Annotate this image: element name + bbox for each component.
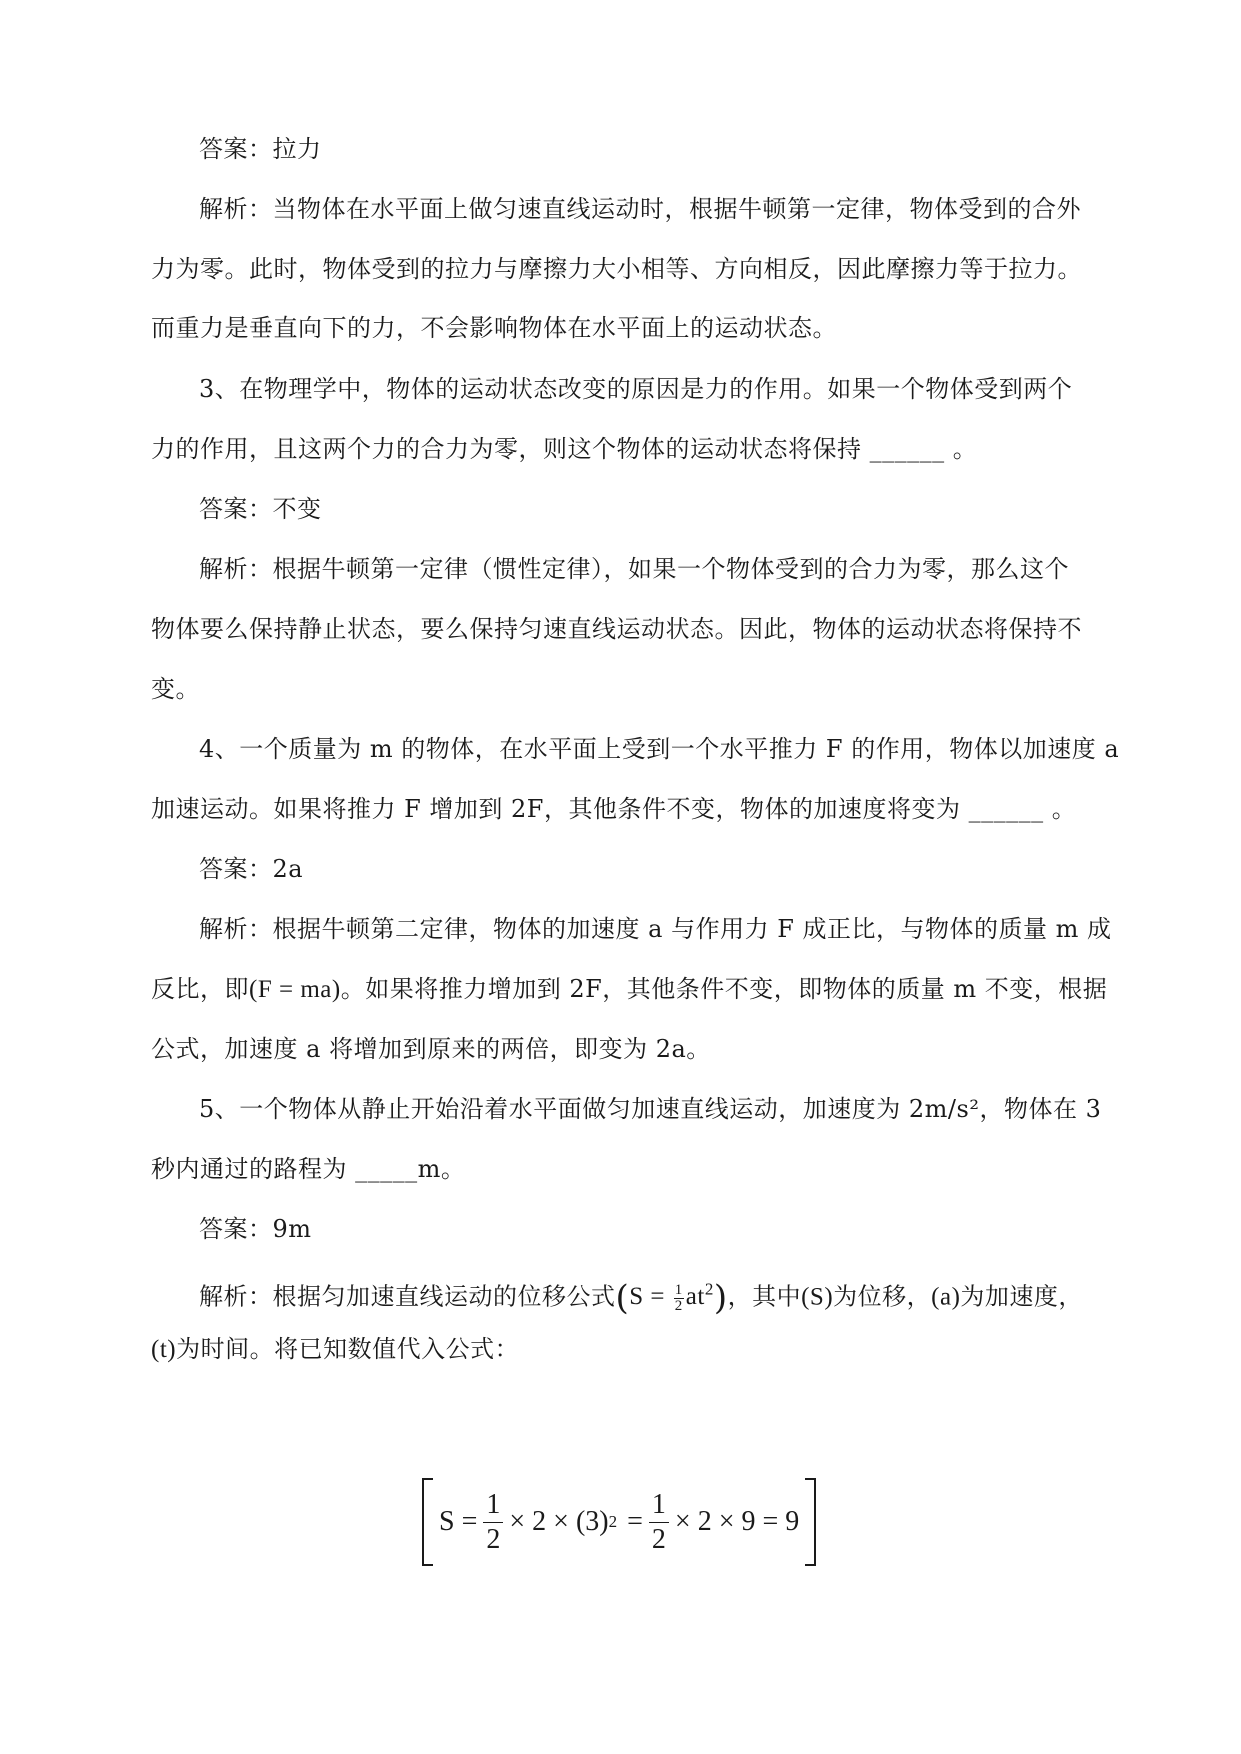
answer-3: 答案：不变 [199, 495, 322, 523]
explanation-5-text-h: 为时间。将已知数值代入公式： [176, 1335, 520, 1363]
explanation-5-text-f: 为加速度， [960, 1282, 1083, 1311]
display-formula-mid-1: × 2 × (3) [509, 1506, 609, 1537]
displacement-formula-inline [629, 1280, 714, 1315]
display-fraction-2-numerator: 1 [649, 1488, 669, 1523]
left-bracket [422, 1478, 433, 1566]
explanation-5-text-a: 解析：根据匀加速直线运动的位移公式 [199, 1282, 616, 1311]
symbol-t: (t) [151, 1336, 177, 1363]
answer-4: 答案：2a [199, 855, 304, 883]
question-4-line-2: 加速运动。如果将推力 F 增加到 2F，其他条件不变，物体的加速度将变为 ______ 。 [151, 795, 1077, 823]
explanation-4-line-1: 解析：根据牛顿第二定律，物体的加速度 a 与作用力 F 成正比，与物体的质量 m 成 [199, 915, 1112, 943]
explanation-3-line-2: 物体要么保持静止状态，要么保持匀速直线运动状态。因此，物体的运动状态将保持不 [151, 615, 1082, 643]
right-bracket [805, 1478, 816, 1566]
explanation-5-text-b: ，其中 [727, 1282, 802, 1311]
question-3-line-1: 3、在物理学中，物体的运动状态改变的原因是力的作用。如果一个物体受到两个 [199, 375, 1073, 403]
display-formula-exponent: 2 [608, 1512, 618, 1531]
display-fraction-2-denominator: 2 [651, 1523, 666, 1555]
symbol-a: (a) [931, 1283, 961, 1311]
inline-fraction-numerator: 1 [674, 1282, 683, 1299]
answer-5: 答案：9m [199, 1215, 312, 1243]
formula-open-paren: ( [615, 1277, 630, 1318]
explanation-2-line-1: 解析：当物体在水平面上做匀速直线运动时，根据牛顿第一定律，物体受到的合外 [199, 195, 1081, 223]
displacement-calculation-formula [422, 1478, 822, 1566]
display-fraction-1-denominator: 2 [486, 1523, 501, 1555]
explanation-4-text-b: 。如果将推力增加到 2F，其他条件不变，即物体的质量 m 不变，根据 [340, 975, 1108, 1003]
newton-second-law-formula: (F = ma) [249, 976, 341, 1003]
inline-fraction [674, 1283, 684, 1314]
explanation-2-line-3: 而重力是垂直向下的力，不会影响物体在水平面上的运动状态。 [151, 314, 837, 342]
explanation-5-text-d: 为位移， [833, 1282, 932, 1311]
explanation-4-line-2 [151, 974, 1108, 1005]
answer-2: 答案：拉力 [199, 135, 322, 163]
display-formula-mid-2: × 2 × 9 = 9 [674, 1506, 800, 1537]
question-4-line-1: 4、一个质量为 m 的物体，在水平面上受到一个水平推力 F 的作用，物体以加速度 a [199, 735, 1120, 763]
explanation-4-line-3: 公式，加速度 a 将增加到原来的两倍，即变为 2a。 [151, 1035, 711, 1063]
inline-formula-lhs: S = [629, 1283, 666, 1311]
explanation-2-line-2: 力为零。此时，物体受到的拉力与摩擦力大小相等、方向相反，因此摩擦力等于拉力。 [151, 255, 1082, 283]
display-fraction-1-numerator: 1 [483, 1488, 503, 1523]
inline-formula-exponent: 2 [704, 1280, 714, 1299]
symbol-s: (S) [801, 1283, 834, 1311]
inline-fraction-denominator: 2 [674, 1298, 683, 1315]
inline-formula-rhs: at [685, 1283, 705, 1311]
explanation-4-text-a: 反比，即 [151, 975, 249, 1003]
display-formula-lhs: S = [439, 1506, 478, 1537]
explanation-3-line-1: 解析：根据牛顿第一定律（惯性定律），如果一个物体受到的合力为零，那么这个 [199, 555, 1069, 583]
question-5-line-2: 秒内通过的路程为 _____m。 [151, 1155, 466, 1183]
explanation-5-line-1 [199, 1270, 1149, 1318]
formula-close-paren: ) [713, 1277, 728, 1318]
display-fraction-2 [649, 1488, 669, 1557]
explanation-3-line-3: 变。 [151, 675, 200, 703]
display-fraction-1 [483, 1488, 503, 1557]
display-formula-equals: = [627, 1506, 643, 1537]
question-3-line-2: 力的作用，且这两个力的合力为零，则这个物体的运动状态将保持 ______ 。 [151, 435, 978, 463]
question-5-line-1: 5、一个物体从静止开始沿着水平面做匀加速直线运动，加速度为 2m/s²，物体在 3 [199, 1095, 1102, 1123]
explanation-5-line-2 [151, 1334, 1101, 1365]
